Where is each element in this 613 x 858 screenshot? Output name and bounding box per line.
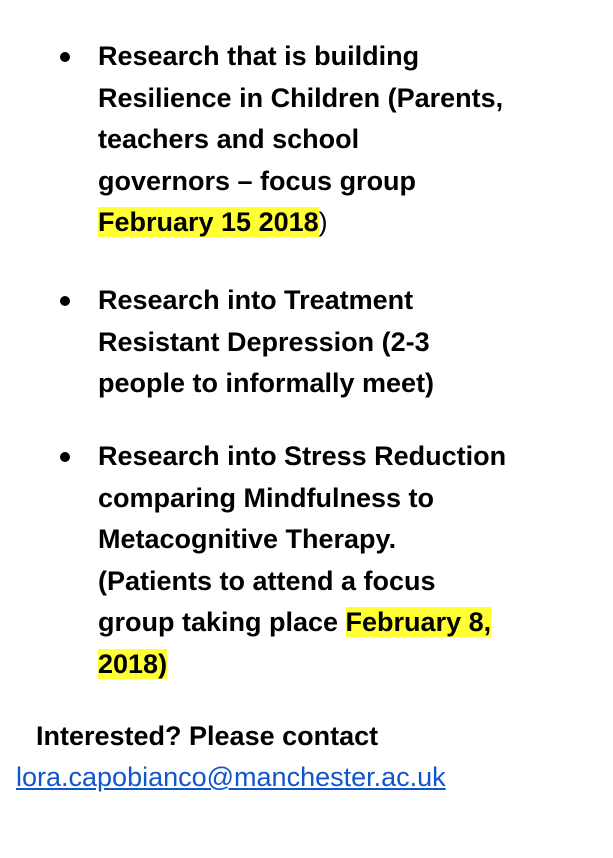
highlighted-date: February 15 2018 [98,207,319,237]
text-line [98,644,598,686]
text-segment: group taking place [98,607,346,637]
text-line: Resilience in Children (Parents, [98,82,504,113]
list-item-text [98,436,598,685]
list-item-text [98,280,598,405]
bullet-dot-icon [60,452,70,462]
list-item-text [98,36,598,244]
highlighted-date: February 8, [345,607,492,637]
text-line [98,202,598,244]
text-line: comparing Mindfulness to [98,482,435,513]
closing-paren: ) [318,207,328,237]
contact-prompt: Interested? Please contact [36,721,379,751]
text-line: Research into Stress Reduction [98,441,507,471]
text-line: governors – focus group [98,165,417,196]
text-line: Research that is building [98,41,420,71]
text-line: people to informally meet) [98,368,435,398]
bullet-dot-icon [60,296,70,306]
contact-email-link[interactable]: lora.capobianco@manchester.ac.uk [16,762,446,792]
text-line [98,602,598,644]
text-line: teachers and school [98,124,360,154]
text-line: Resistant Depression (2-3 [98,326,430,357]
text-line: (Patients to attend a focus [98,565,436,596]
text-line: Research into Treatment [98,285,414,315]
bullet-dot-icon [60,52,70,62]
highlighted-date: 2018) [98,648,168,679]
text-line: Metacognitive Therapy. [98,524,397,554]
